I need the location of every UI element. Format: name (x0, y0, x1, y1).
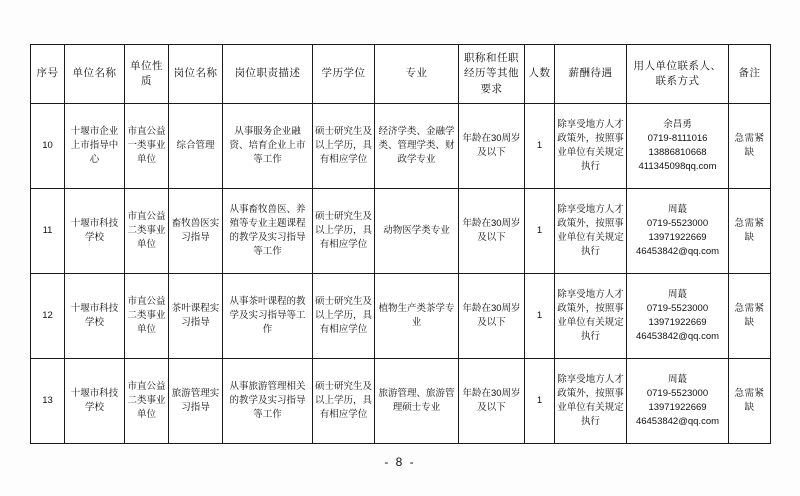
header-major: 专业 (375, 45, 459, 104)
header-salary: 薪酬待遇 (555, 45, 627, 104)
contact-email: 46453842@qq.com (635, 330, 720, 342)
cell-unit-name: 十堰市科技学校 (65, 274, 125, 359)
header-seq: 序号 (31, 45, 65, 104)
cell-unit-nature: 市直公益二类事业单位 (125, 274, 169, 359)
cell-unit-name: 十堰市企业上市指导中心 (65, 104, 125, 189)
cell-post-name: 综合管理 (169, 104, 223, 189)
cell-duties: 从事旅游管理相关的教学及实习指导等工作 (223, 359, 313, 444)
cell-major: 植物生产类茶学专业 (375, 274, 459, 359)
header-duties: 岗位职责描述 (223, 45, 313, 104)
cell-post-name: 茶叶课程实习指导 (169, 274, 223, 359)
cell-seq: 12 (31, 274, 65, 359)
table-row (31, 104, 771, 189)
page-number: - 8 - (384, 455, 416, 469)
cell-post-name: 畜牧兽医实习指导 (169, 189, 223, 274)
cell-headcount: 1 (525, 189, 555, 274)
cell-remark: 急需紧缺 (729, 189, 771, 274)
header-education: 学历学位 (313, 45, 375, 104)
contact-name: 余昌勇 (663, 119, 692, 131)
cell-remark: 急需紧缺 (729, 274, 771, 359)
cell-duties: 从事茶叶课程的教学及实习指导等工作 (223, 274, 313, 359)
contact-name: 周蕞 (667, 289, 687, 301)
cell-other-requirements: 年龄在30周岁及以下 (459, 274, 525, 359)
cell-headcount: 1 (525, 359, 555, 444)
cell-unit-nature: 市直公益一类事业单位 (125, 104, 169, 189)
cell-education: 硕士研究生及以上学历，具有相应学位 (313, 104, 375, 189)
cell-education: 硕士研究生及以上学历，具有相应学位 (313, 359, 375, 444)
header-remark: 备注 (729, 45, 771, 104)
cell-major: 经济学类、金融学类、管理学类、财政学专业 (375, 104, 459, 189)
recruitment-table-container (30, 44, 770, 444)
cell-salary: 除享受地方人才政策外，按照事业单位有关规定执行 (555, 189, 627, 274)
contact-phone-1: 0719-5523000 (646, 303, 709, 315)
header-contact: 用人单位联系人、联系方式 (627, 45, 729, 104)
cell-major: 动物医学类专业 (375, 189, 459, 274)
header-headcount: 人数 (525, 45, 555, 104)
cell-remark: 急需紧缺 (729, 359, 771, 444)
contact-email: 411345098qq.com (638, 160, 717, 172)
header-unit-nature: 单位性质 (125, 45, 169, 104)
cell-duties: 从事畜牧兽医、养殖等专业主题课程的教学及实习指导等工作 (223, 189, 313, 274)
contact-phone-1: 0719-5523000 (646, 218, 709, 230)
recruitment-table (30, 44, 771, 444)
cell-salary: 除享受地方人才政策外，按照事业单位有关规定执行 (555, 274, 627, 359)
contact-phone-2: 13886810668 (648, 147, 707, 158)
cell-unit-name: 十堰市科技学校 (65, 189, 125, 274)
cell-contact (627, 189, 729, 274)
header-post-name: 岗位名称 (169, 45, 223, 104)
cell-contact (627, 274, 729, 359)
contact-name: 周蕞 (667, 204, 687, 216)
cell-remark: 急需紧缺 (729, 104, 771, 189)
cell-education: 硕士研究生及以上学历，具有相应学位 (313, 274, 375, 359)
cell-education: 硕士研究生及以上学历，具有相应学位 (313, 189, 375, 274)
cell-headcount: 1 (525, 274, 555, 359)
contact-phone-2: 13971922669 (648, 402, 707, 413)
cell-duties: 从事服务企业融资、培育企业上市等工作 (223, 104, 313, 189)
cell-other-requirements: 年龄在30周岁及以下 (459, 189, 525, 274)
contact-phone-2: 13971922669 (648, 317, 707, 328)
contact-phone-1: 0719-8111016 (647, 133, 708, 145)
cell-unit-nature: 市直公益二类事业单位 (125, 189, 169, 274)
table-row (31, 189, 771, 274)
cell-other-requirements: 年龄在30周岁及以下 (459, 104, 525, 189)
cell-salary: 除享受地方人才政策外，按照事业单位有关规定执行 (555, 359, 627, 444)
table-header-row (31, 45, 771, 104)
contact-email: 46453842@qq.com (635, 245, 720, 257)
contact-name: 周蕞 (667, 374, 687, 386)
cell-other-requirements: 年龄在30周岁及以下 (459, 359, 525, 444)
cell-post-name: 旅游管理实习指导 (169, 359, 223, 444)
cell-seq: 13 (31, 359, 65, 444)
contact-phone-2: 13971922669 (648, 232, 707, 243)
contact-email: 46453842@qq.com (635, 415, 720, 427)
cell-seq: 11 (31, 189, 65, 274)
header-unit-name: 单位名称 (65, 45, 125, 104)
cell-major: 旅游管理、旅游管理硕士专业 (375, 359, 459, 444)
table-row (31, 274, 771, 359)
cell-unit-name: 十堰市科技学校 (65, 359, 125, 444)
cell-seq: 10 (31, 104, 65, 189)
contact-phone-1: 0719-5523000 (646, 388, 709, 400)
cell-salary: 除享受地方人才政策外，按照事业单位有关规定执行 (555, 104, 627, 189)
cell-contact (627, 359, 729, 444)
table-row (31, 359, 771, 444)
cell-contact (627, 104, 729, 189)
header-other-requirements: 职称和任职经历等其他要求 (459, 45, 525, 104)
cell-headcount: 1 (525, 104, 555, 189)
cell-unit-nature: 市直公益二类事业单位 (125, 359, 169, 444)
